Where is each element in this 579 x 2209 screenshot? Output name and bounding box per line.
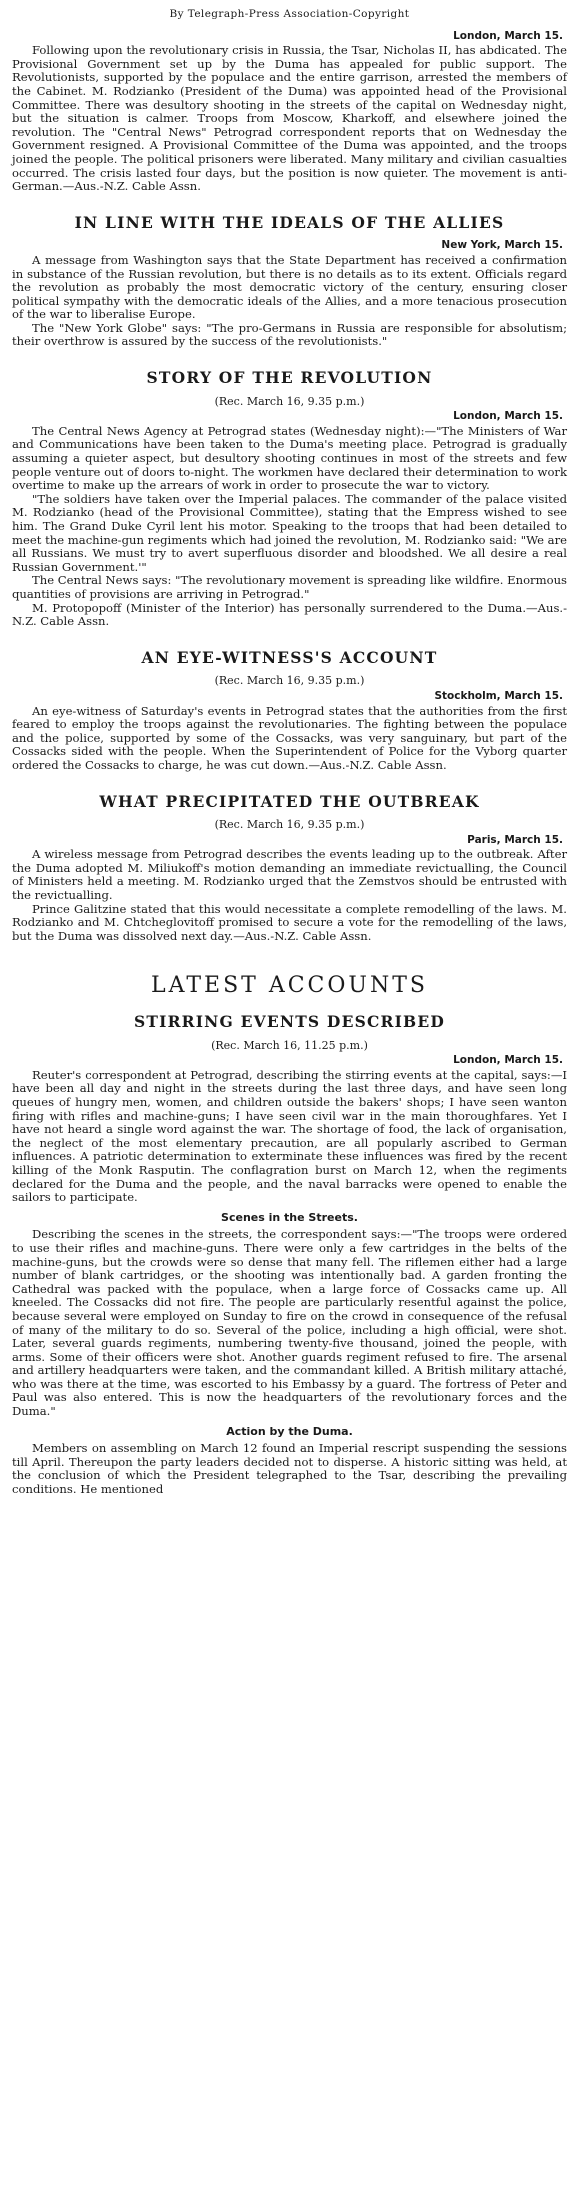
paragraph: M. Protopopoff (Minister of the Interior) has personally surrendered to the Duma.—Aus.-N.Z. Cable Assn. — [12, 600, 567, 629]
article-allies — [12, 212, 567, 349]
article-stirring — [12, 1012, 567, 1497]
subheading: Action by the Duma. — [226, 1424, 353, 1438]
received-time: (Rec. March 16, 9.35 p.m.) — [214, 674, 365, 688]
subheading: Scenes in the Streets. — [221, 1210, 358, 1224]
section-headline: LATEST ACCOUNTS — [151, 973, 428, 999]
article-story — [12, 368, 567, 629]
dateline: London, March 15. — [453, 410, 563, 423]
dateline: London, March 15. — [453, 29, 563, 42]
headline: AN EYE-WITNESS'S ACCOUNT — [141, 647, 438, 667]
article-eyewitness — [12, 647, 567, 773]
article-abdication — [12, 30, 567, 194]
paragraph: The Central News Agency at Petrograd states (Wednesday night):—"The Ministers of War and Communications have been taken to the Duma's meeting place. Petrograd is gradually assuming a quieter aspect, but desultory shooting continues in most of the streets and few people venture out of doors to-night. The workmen have declared their determination to work overtime to make up the arrears of work in order to prosecute the war to victory. — [12, 423, 567, 493]
paragraph: The Central News says: "The revolutionary movement is spreading like wildfire. Enormous quantities of provisions are arriving in Petrograd." — [12, 573, 567, 601]
headline: WHAT PRECIPITATED THE OUTBREAK — [99, 791, 480, 811]
received-time: (Rec. March 16, 9.35 p.m.) — [214, 818, 365, 832]
received-time: (Rec. March 16, 9.35 p.m.) — [214, 394, 365, 408]
paragraph: Reuter's correspondent at Petrograd, describing the stirring events at the capital, says:—I have been all day and night in the streets during the last three days, and have seen long queues of hungry men, women, and children outside the bakers' shops; I have seen wanton firing with rifles and machine-guns; I have seen civil war in the main thoroughfares. Yet I have not heard a single word against the war. The shortage of food, the lack of organisation, the neglect of the most elementary precaution, are all popularly ascribed to German influences. A patriotic determination to exterminate these influences was fired by the recent killing of the Monk Rasputin. The conflagration burst on March 12, when the regiments declared for the Duma and the people, and the naval barracks were opened to enable the sailors to participate. — [12, 1067, 567, 1205]
paragraph: A wireless message from Petrograd describes the events leading up to the outbreak. After the Duma adopted M. Miliukoff's motion demanding an immediate revictualling, the Council of Ministers held a meeting. M. Rodzianko urged that the Zemstvos should be entrusted with the revictualling. — [12, 847, 567, 903]
article-precipitated — [12, 791, 567, 944]
received-time: (Rec. March 16, 11.25 p.m.) — [211, 1038, 368, 1052]
headline: IN LINE WITH THE IDEALS OF THE ALLIES — [74, 212, 505, 232]
paragraph: The "New York Globe" says: "The pro-Germans in Russia are responsible for absolutism; their overthrow is assured by the success of the revolutionists." — [12, 320, 567, 349]
paragraph: An eye-witness of Saturday's events in Petrograd states that the authorities from the first feared to employ the troops against the revolutionaries. The fighting between the populace and the police, supported by some of the Cossacks, was very sanguinary, but part of the Cossacks sided with the people. When the Superintendent of Police for the Vyborg quarter ordered the Cossacks to charge, he was cut down.—Aus.-N.Z. Cable Assn. — [12, 703, 567, 772]
credit-line: By Telegraph-Press Association-Copyright — [169, 8, 410, 20]
paragraph: A message from Washington says that the State Department has received a confirmation in substance of the Russian revolution, but there is no details as to its extent. Officials regard the revolution as probably the most democratic victory of the century, ensuring closer political sympathy with the democratic ideals of the Allies, and a more tenacious prosecution of the war to liberalise Europe. — [12, 252, 567, 322]
dateline: London, March 15. — [453, 1054, 563, 1067]
paragraph: Members on assembling on March 12 found an Imperial rescript suspending the sessions till April. Thereupon the party leaders decided not to disperse. A historic sitting was held, at the conclusion of which the President telegraphed to the Tsar, describing the prevailing conditions. He mentioned — [12, 1441, 567, 1497]
headline: STORY OF THE REVOLUTION — [146, 368, 433, 388]
headline: STIRRING EVENTS DESCRIBED — [133, 1012, 445, 1032]
dateline: New York, March 15. — [441, 239, 563, 252]
paragraph: "The soldiers have taken over the Imperial palaces. The commander of the palace visited M. Rodzianko (head of the Provisional Committee), stating that the Empress wished to see him. The Grand Duke Cyril lent his motor. Speaking to the troops that had been detailed to meet the machine-gun regiments which had joined the revolution, M. Rodzianko said: "We are all Russians. We must try to avert superfluous disorder and bloodshed. We all desire a real Russian Government.'" — [12, 491, 567, 574]
paragraph: Prince Galitzine stated that this would necessitate a complete remodelling of the laws. M. Rodzianko and M. Chtcheglovitoff promised to secure a vote for the remodelling of the laws, but the Duma was dissolved next day.—Aus.-N.Z. Cable Assn. — [12, 901, 567, 943]
dateline: Stockholm, March 15. — [434, 689, 563, 702]
paragraph: Describing the scenes in the streets, the correspondent says:—"The troops were ordered to use their rifles and machine-guns. There were only a few cartridges in the belts of the machine-guns, but the crowds were so dense that many fell. The riflemen either had a large number of blank cartridges, or the shooting was intentionally bad. A garden fronting the Cathedral was packed with the populace, when a large force of Cossacks came up. All kneeled. The Cossacks did not fire. The people are particularly resentful against the police, because several were employed on Sunday to fire on the crowd in consequence of the refusal of many of the military to do so. Several of the police, including a high official, were shot. Later, several guards regiments, numbering twenty-five thousand, joined the people, with arms. Some of their officers were shot. Another guards regiment refused to fire. The arsenal and artillery headquarters were taken, and the commandant killed. A British military attaché, who was there at the time, was escorted to his Embassy by a guard. The fortress of Peter and Paul was also entered. This is now the headquarters of the revolutionary forces and the Duma." — [12, 1227, 567, 1419]
dateline: Paris, March 15. — [467, 833, 563, 846]
paragraph: Following upon the revolutionary crisis in Russia, the Tsar, Nicholas II, has abdicated. The Provisional Government set up by the Duma has appealed for public support. The Revolutionists, supported by the populace and the entire garrison, arrested the members of the Cabinet. M. Rodzianko (President of the Duma) was appointed head of the Provisional Committee. There was desultory shooting in the streets of the capital on Wednesday night, but the situation is calmer. Troops from Moscow, Kharkoff, and elsewhere joined the revolution. The "Central News" Petrograd correspondent reports that on Wednesday the Government resigned. A Provisional Committee of the Duma was appointed, and the troops joined the people. The political prisoners were liberated. Many military and civilian casualties occurred. The crisis lasted four days, but the position is now quieter. The movement is anti-German.—Aus.-N.Z. Cable Assn. — [12, 43, 567, 194]
